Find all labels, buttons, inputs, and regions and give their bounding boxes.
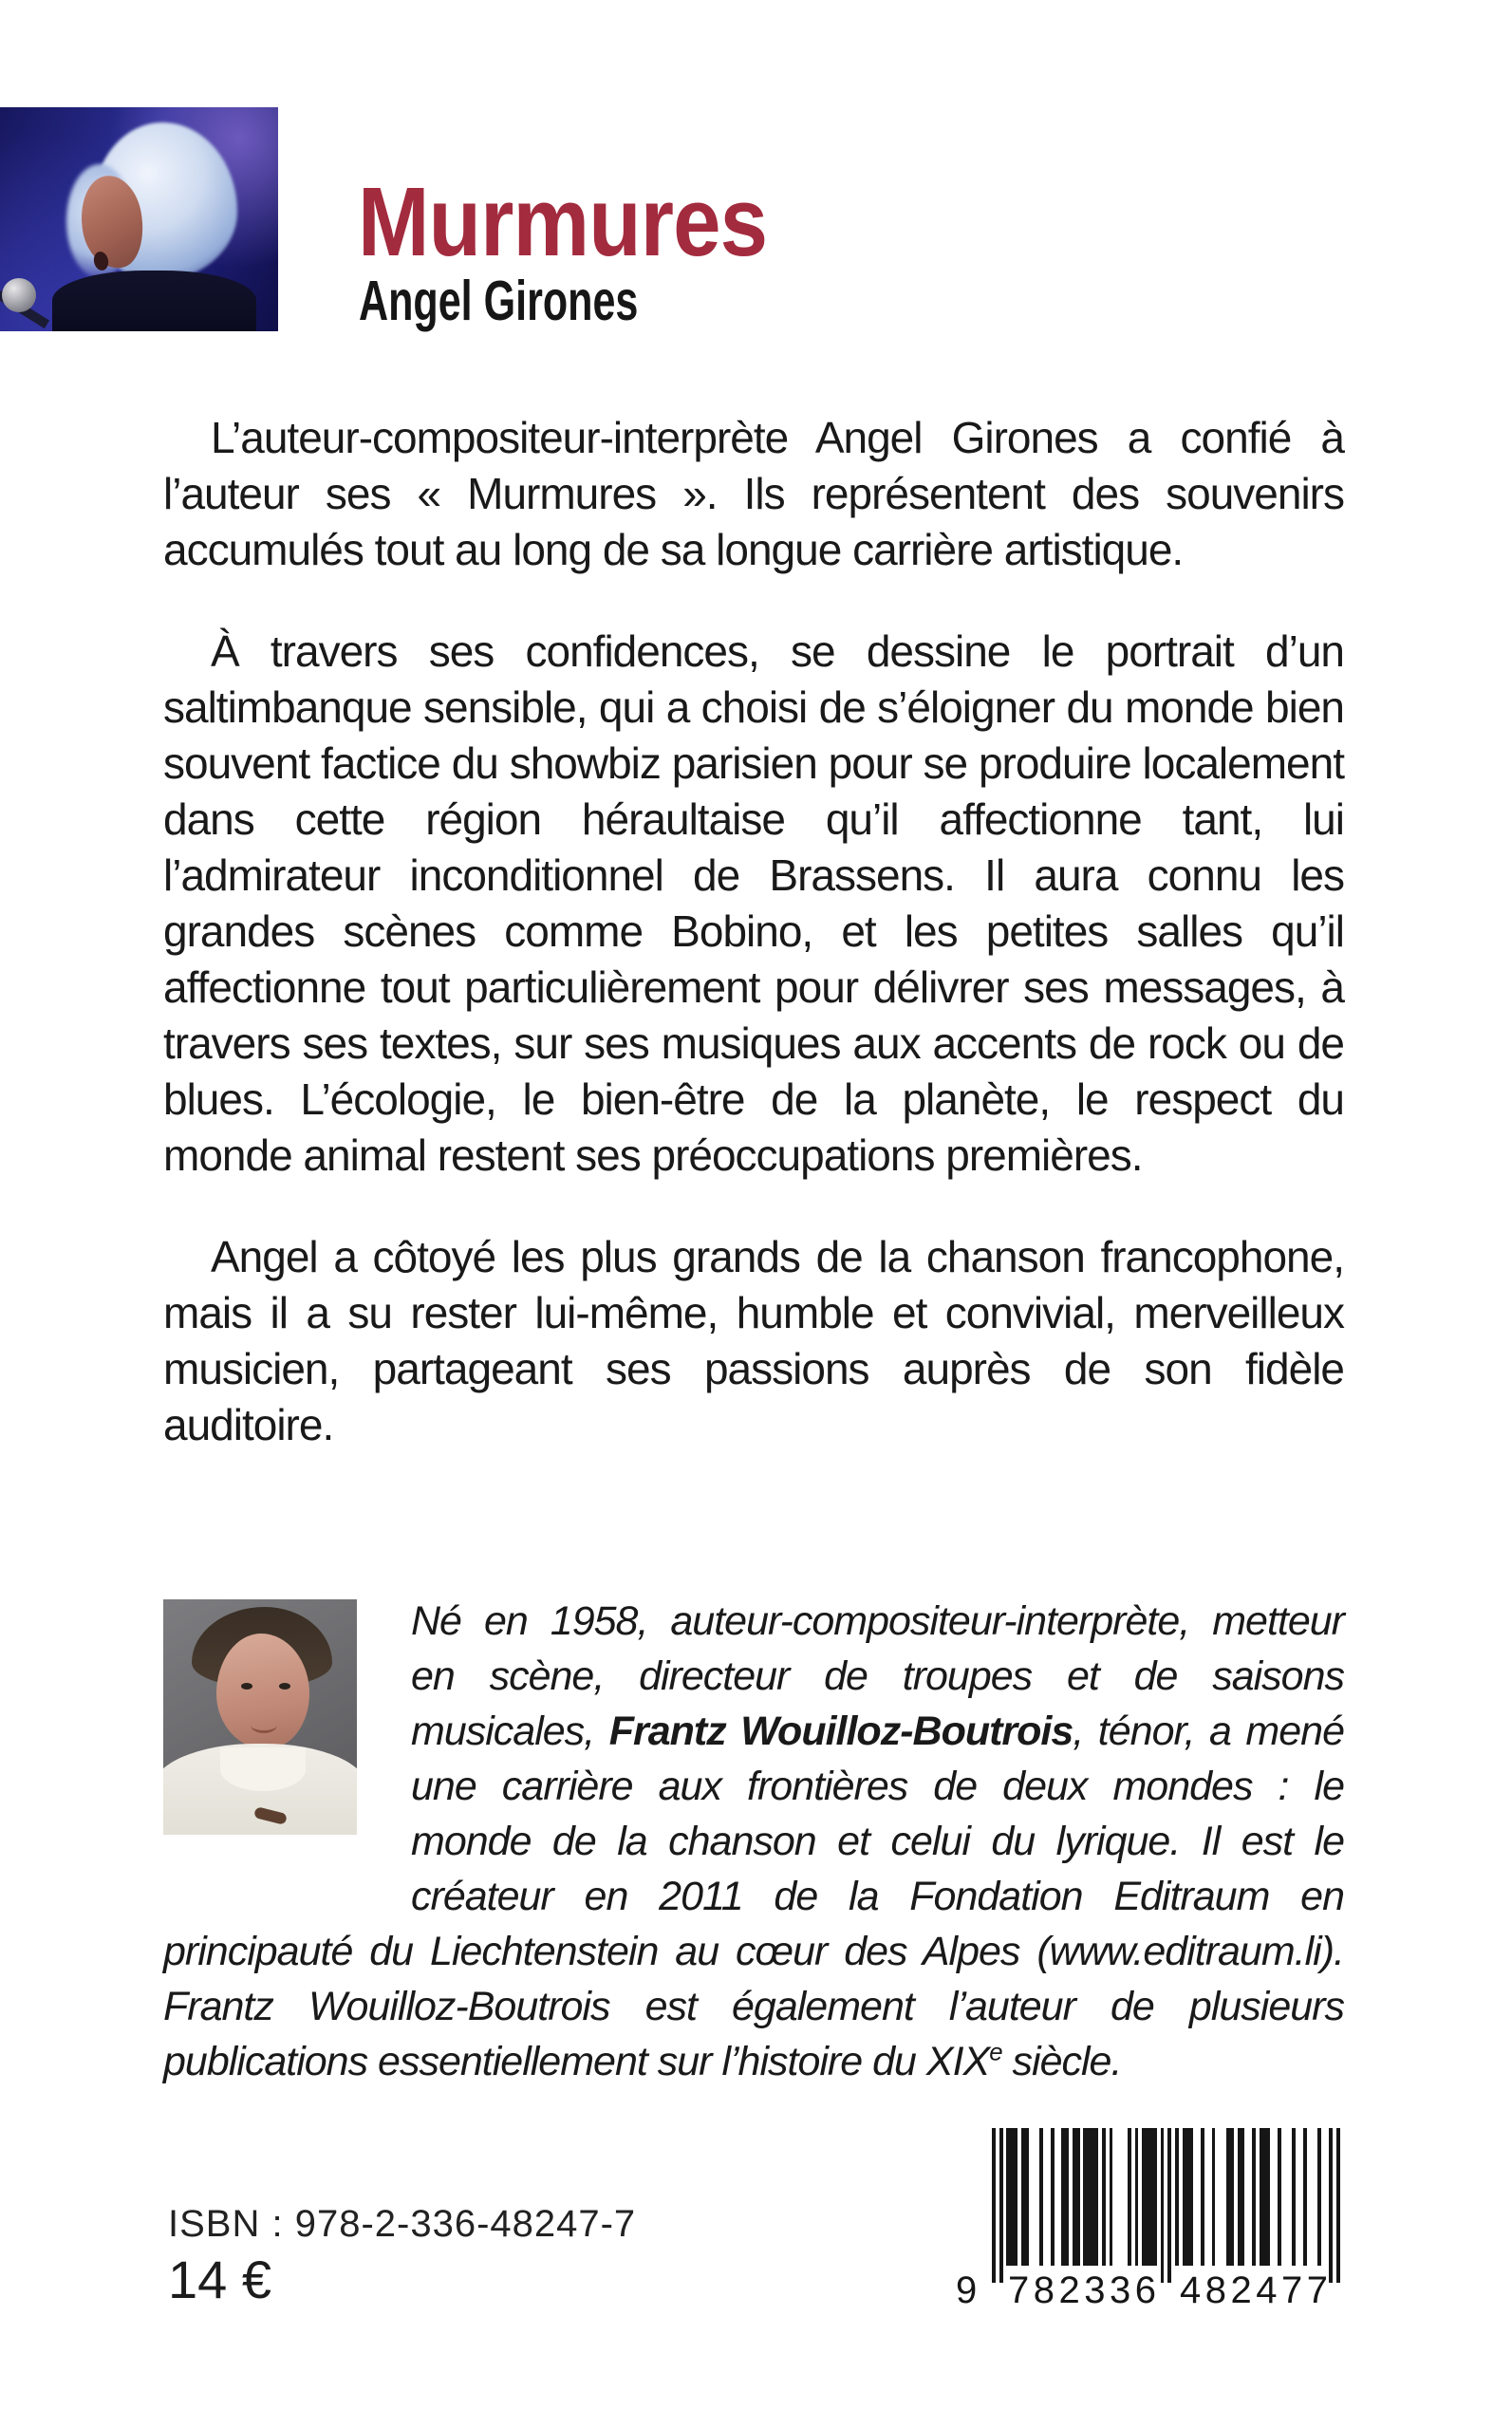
- barcode-digit: 7: [1281, 2269, 1303, 2311]
- book-author: Angel Girones: [359, 270, 639, 332]
- portrait-eye-shape: [241, 1683, 252, 1690]
- portrait-smile-shape: [251, 1717, 277, 1733]
- portrait-collar-shape: [220, 1747, 306, 1791]
- bio-sup-e: e: [989, 2039, 1002, 2066]
- barcode-digits-right: [1180, 2271, 1328, 2309]
- barcode-digit: 7: [1306, 2269, 1328, 2311]
- cover-photo: [0, 107, 278, 331]
- blurb-paragraph-1: L’auteur-compositeur-interprète Angel Girones a confié à l’auteur ses « Murmures ». Ils représentent des souvenirs accumulés tout au long de sa longue carrière artistique.: [163, 413, 1344, 574]
- barcode-digit: 2: [1058, 2269, 1080, 2311]
- price-text: 14 €: [168, 2250, 271, 2309]
- barcode-lead-digit: 9: [956, 2269, 978, 2311]
- barcode-digit: 2: [1230, 2269, 1252, 2311]
- portrait-eye-shape: [279, 1683, 290, 1690]
- author-bio: [163, 1594, 1344, 2089]
- isbn-text: ISBN : 978-2-336-48247-7: [168, 2203, 637, 2245]
- microphone-shape: [2, 278, 36, 312]
- bio-author-name: Frantz Wouilloz-Boutrois: [608, 1709, 1073, 1754]
- blurb: [163, 410, 1344, 1499]
- barcode-module: [1336, 2128, 1340, 2283]
- barcode-digit: 4: [1180, 2269, 1202, 2311]
- barcode-digit: 4: [1256, 2269, 1278, 2311]
- barcode-digits-left: [1008, 2271, 1156, 2309]
- ean13-barcode: [956, 2128, 1341, 2311]
- barcode-digit: 7: [1008, 2269, 1030, 2311]
- bio-text-mid: , ténor, a mené une carrière aux frontières de deux mondes : le monde de la chanson et celui du lyrique. Il est le créateur en 2011 de la Fondation Editraum en principauté du Liechtenstein au cœur des Alpes (www.editraum.li). Frantz Wouilloz-Boutrois est également l’auteur de plusieurs publications essentiellement sur l’histoire du XIX: [163, 1709, 1344, 2084]
- barcode-digit: 8: [1033, 2269, 1055, 2311]
- barcode-digit: 3: [1084, 2269, 1106, 2311]
- barcode-bars: [992, 2128, 1341, 2285]
- bio-text-pre: Né en 1958, auteur-compositeur-interprète, metteur en scène, directeur de troupes et de saisons musicales,: [411, 1598, 1344, 1754]
- barcode-digit: 6: [1134, 2269, 1156, 2311]
- barcode-digit: 8: [1204, 2269, 1226, 2311]
- bio-text-end: siècle.: [1001, 2039, 1122, 2084]
- blurb-paragraph-2: À travers ses confidences, se dessine le portrait d’un saltimbanque sensible, qui a choisi de s’éloigner du monde bien souvent factice du showbiz parisien pour se produire localement dans cette région héraultaise qu’il affectionne tant, lui l’admirateur inconditionnel de Brassens. Il aura connu les grandes scènes comme Bobino, et les petites salles qu’il affectionne tout particulièrement pour délivrer ses messages, à travers ses textes, sur ses musiques aux accents de rock ou de blues. L’écologie, le bien-être de la planète, le respect du monde animal restent ses préoccupations premières.: [163, 626, 1344, 1180]
- blurb-paragraph-3: Angel a côtoyé les plus grands de la chanson francophone, mais il a su rester lui-même, humble et convivial, merveilleux musicien, partageant ses passions auprès de son fidèle auditoire.: [163, 1232, 1344, 1449]
- barcode-digit: 3: [1110, 2269, 1131, 2311]
- book-title: Murmures: [358, 167, 768, 276]
- author-portrait: [163, 1599, 357, 1835]
- cover-photo-body-shape: [52, 271, 256, 331]
